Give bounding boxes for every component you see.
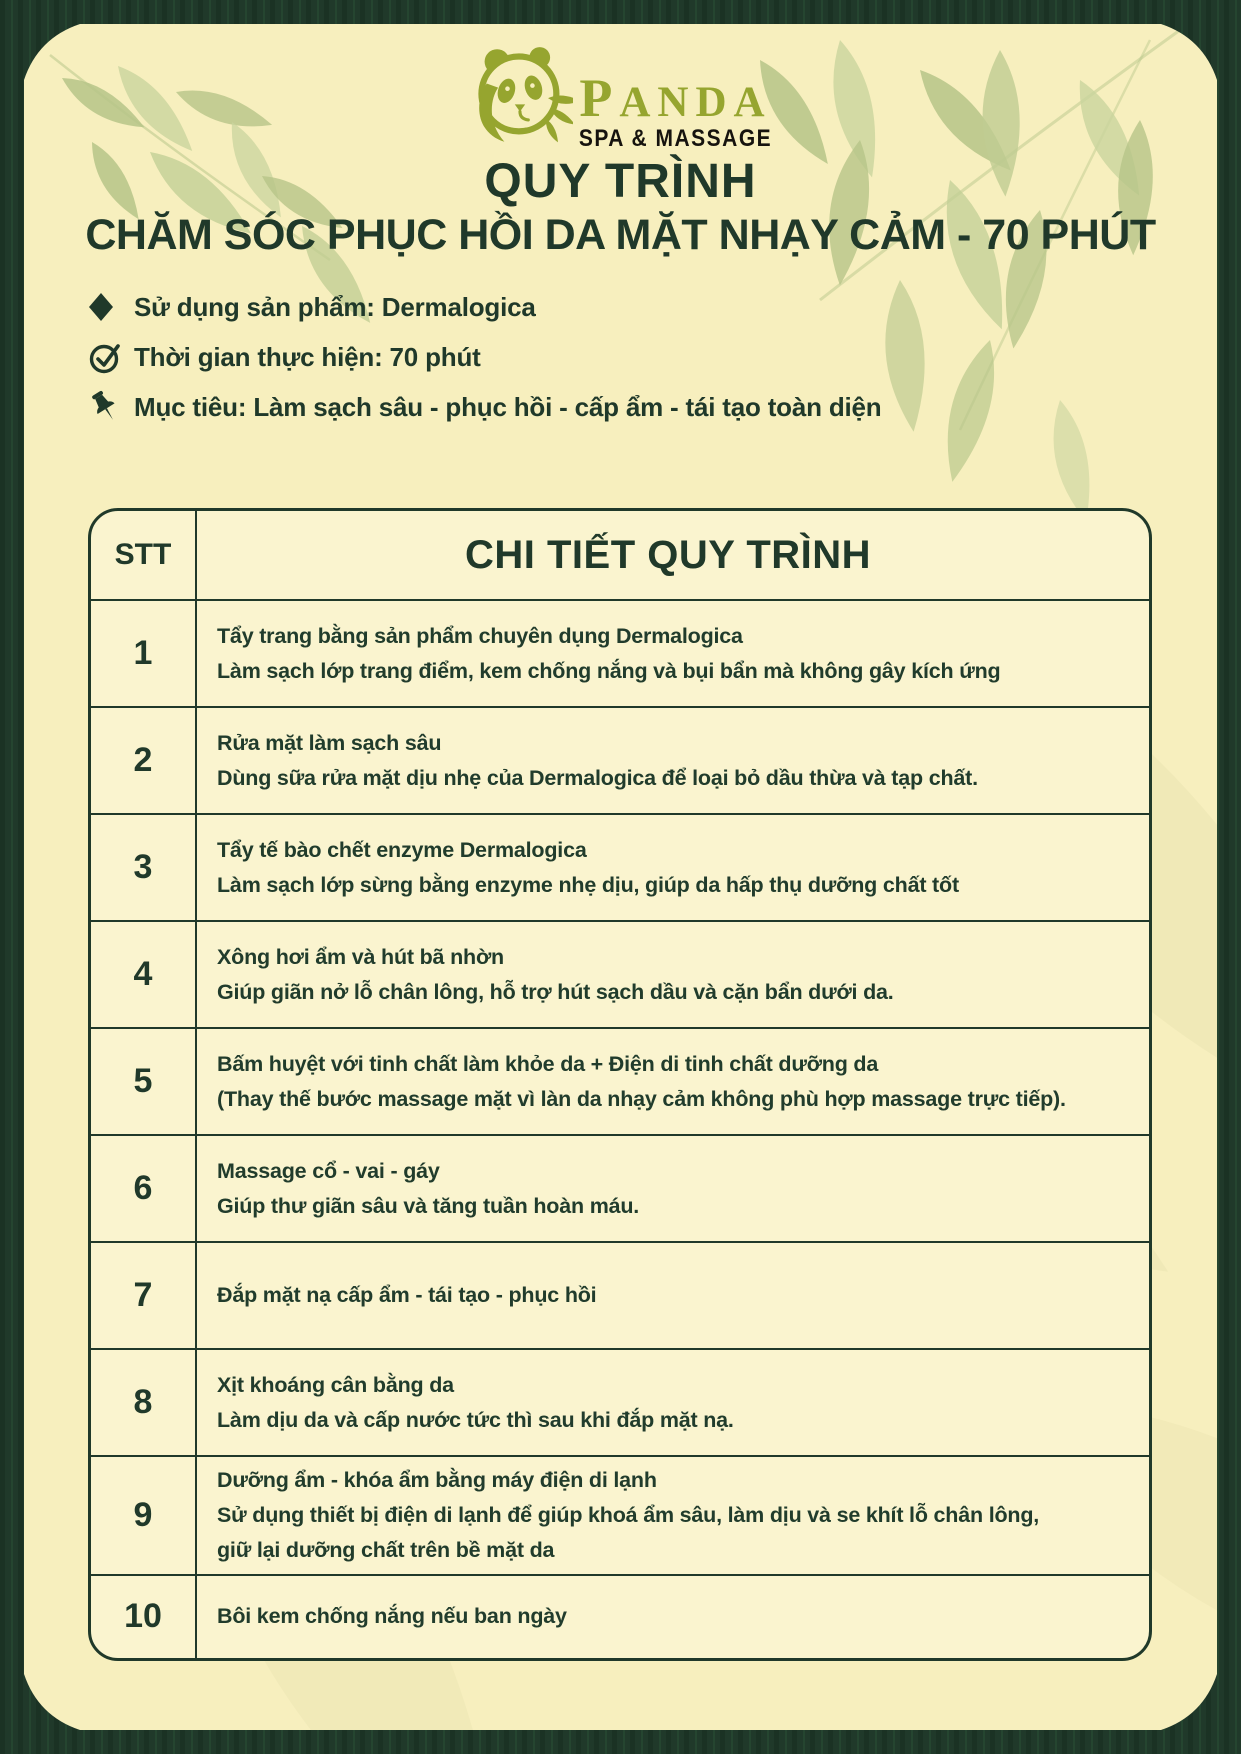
summary-bullets [88,282,1217,432]
pushpin-icon [88,389,134,425]
step-detail: Massage cổ - vai - gáy Giúp thư giãn sâu và tăng tuần hoàn máu. [217,1158,640,1218]
step-number: 7 [91,1243,197,1348]
step-detail: Tẩy trang bằng sản phẩm chuyên dụng Dermalogica Làm sạch lớp trang điểm, kem chống nắng và bụi bẩn mà không gây kích ứng [217,623,1001,683]
table-row [91,706,1149,813]
brand-tagline: SPA & MASSAGE [578,125,773,152]
header-detail: CHI TIẾT QUY TRÌNH [464,532,872,577]
bullet-text: Sử dụng sản phẩm: Dermalogica [134,291,536,322]
page-title: QUY TRÌNH [484,155,757,208]
table-row [91,1134,1149,1241]
step-number: 6 [91,1136,197,1241]
brand-name: PANDA [579,68,772,128]
bullet-goal [88,382,1217,432]
table-row [91,1348,1149,1455]
step-number: 3 [91,815,197,920]
bullet-text: Thời gian thực hiện: 70 phút [134,341,481,372]
table-row [91,1027,1149,1134]
step-number: 2 [91,708,197,813]
table-row [91,599,1149,706]
step-detail: Xông hơi ẩm và hút bã nhờn Giúp giãn nở lỗ chân lông, hỗ trợ hút sạch dầu và cặn bẩn dưới da. [217,944,894,1004]
step-number: 10 [91,1576,197,1658]
bullet-text: Mục tiêu: Làm sạch sâu - phục hồi - cấp ẩm - tái tạo toàn diện [134,391,882,422]
step-detail: Dưỡng ẩm - khóa ẩm bằng máy điện di lạnh Sử dụng thiết bị điện di lạnh để giúp khoá ẩm sâu, làm dịu và se khít lỗ chân lông, giữ lại dưỡng chất trên bề mặt da [217,1468,1040,1562]
brand-logo [24,46,1217,150]
table-row [91,1241,1149,1348]
table-row [91,1455,1149,1573]
step-detail: Bấm huyệt với tinh chất làm khỏe da + Điện di tinh chất dưỡng da (Thay thế bước massage mặt vì làn da nhạy cảm không phù hợp massage trực tiếp). [217,1051,1066,1111]
bullet-duration [88,332,1217,382]
poster-content [24,24,1217,1730]
table-row [91,1574,1149,1658]
table-row [91,813,1149,920]
step-detail: Tẩy tế bào chết enzyme Dermalogica Làm sạch lớp sừng bằng enzyme nhẹ dịu, giúp da hấp thụ dưỡng chất tốt [217,837,959,897]
header-stt: STT [91,511,197,599]
step-number: 8 [91,1350,197,1455]
step-number: 5 [91,1029,197,1134]
step-detail: Xịt khoáng cân bằng da Làm dịu da và cấp nước tức thì sau khi đắp mặt nạ. [217,1372,734,1432]
bullet-product [88,282,1217,332]
check-circle-icon [88,339,134,375]
step-detail: Bôi kem chống nắng nếu ban ngày [217,1604,567,1629]
panda-logo-icon [469,44,573,153]
table-header-row [91,511,1149,599]
procedure-table [88,508,1152,1660]
table-row [91,920,1149,1027]
step-detail: Đắp mặt nạ cấp ẩm - tái tạo - phục hồi [217,1283,597,1308]
step-number: 1 [91,601,197,706]
step-number: 4 [91,922,197,1027]
step-number: 9 [91,1457,197,1573]
page-subtitle: CHĂM SÓC PHỤC HỒI DA MẶT NHẠY CẢM - 70 PHÚT [85,210,1156,259]
diamond-icon [88,292,134,322]
step-detail: Rửa mặt làm sạch sâu Dùng sữa rửa mặt dịu nhẹ của Dermalogica để loại bỏ dầu thừa và tạp chất. [217,730,978,790]
